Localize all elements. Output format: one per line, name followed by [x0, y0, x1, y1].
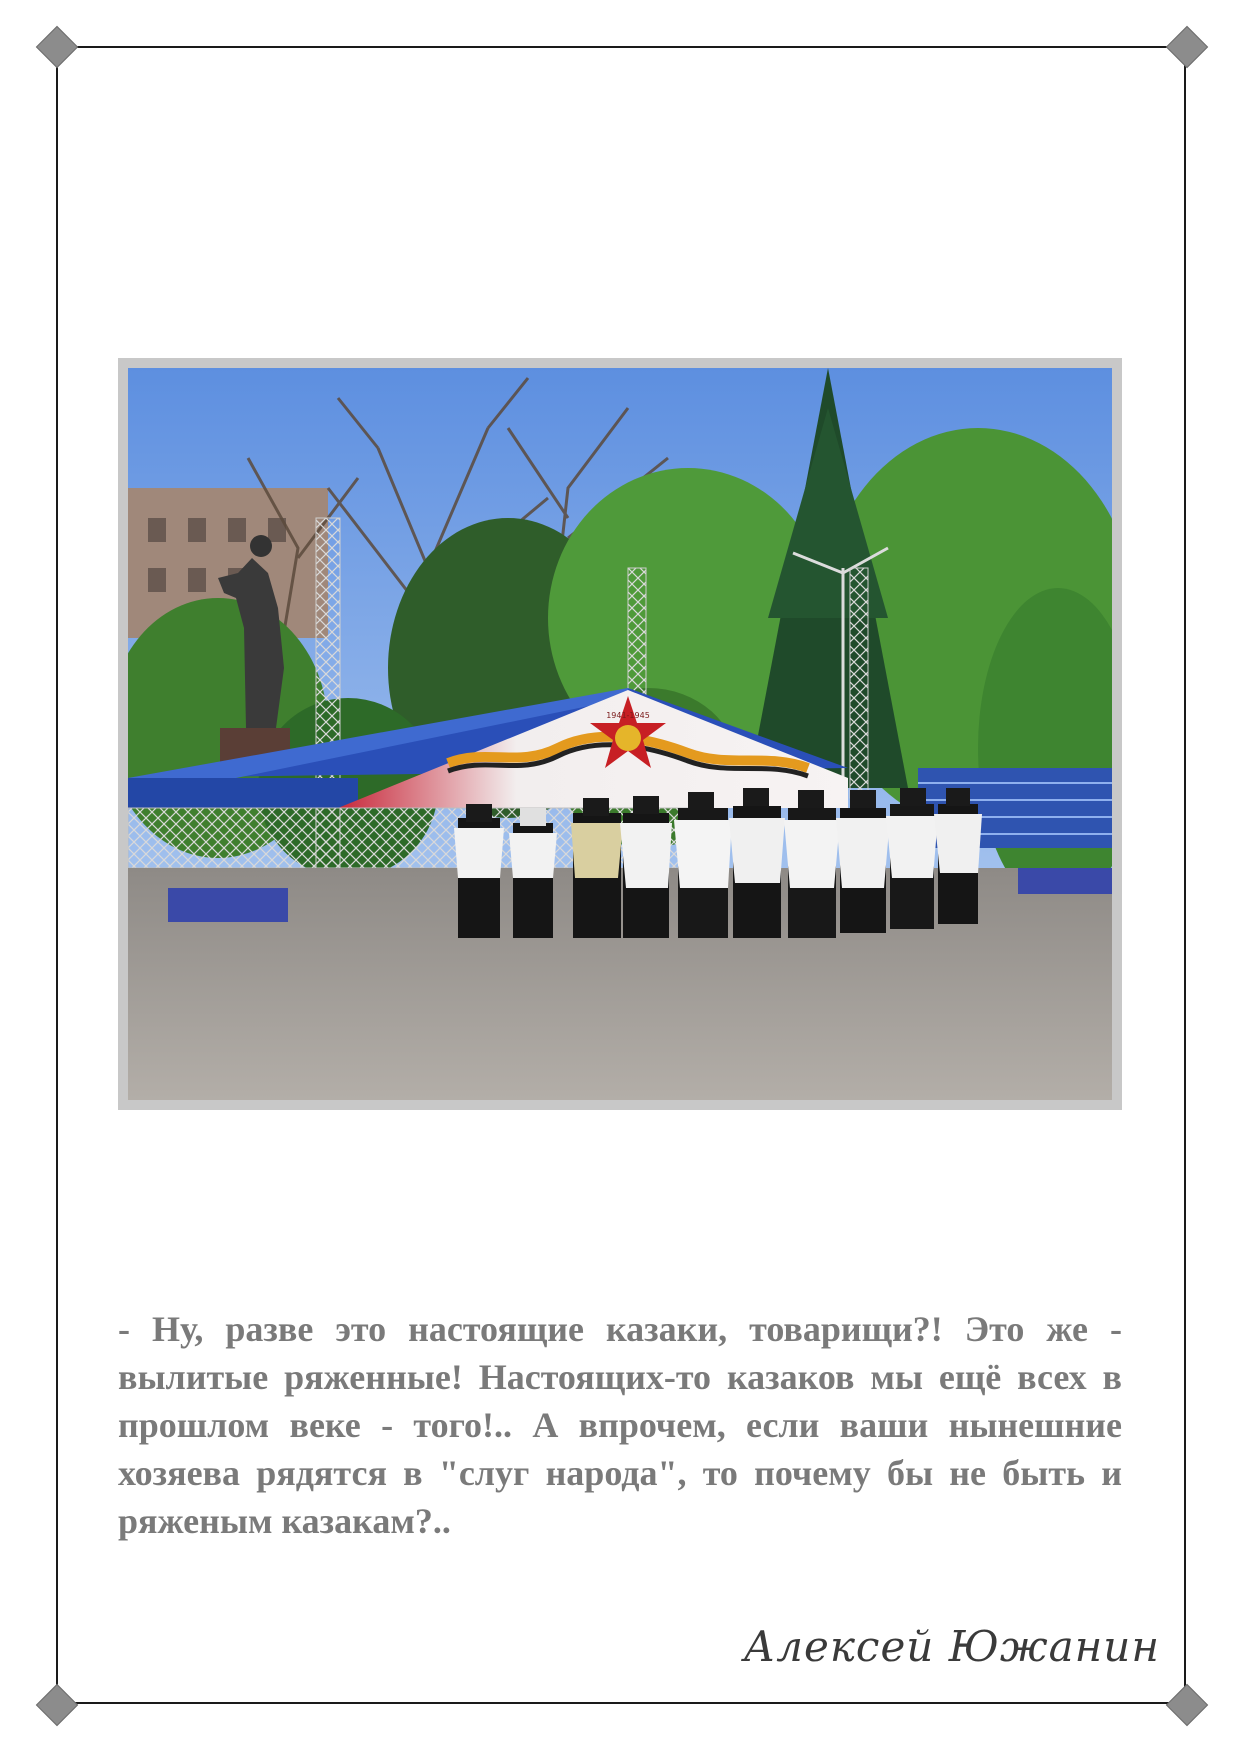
- photo: [128, 368, 1112, 1100]
- photo-frame: [118, 358, 1122, 1110]
- banner-text: 1941-1945: [606, 711, 650, 720]
- author-signature: Алексей Южанин: [743, 1622, 1160, 1671]
- quote-text: - Ну, разве это настоящие казаки, товарищи?! Это же - вылитые ряженные! Настоящих-то казаков мы ещё всех в прошлом веке - того!.. А впрочем, если ваши нынешние хозяева рядятся в "слуг народа", то почему бы не быть и ряженым казакам?..: [118, 1309, 1122, 1541]
